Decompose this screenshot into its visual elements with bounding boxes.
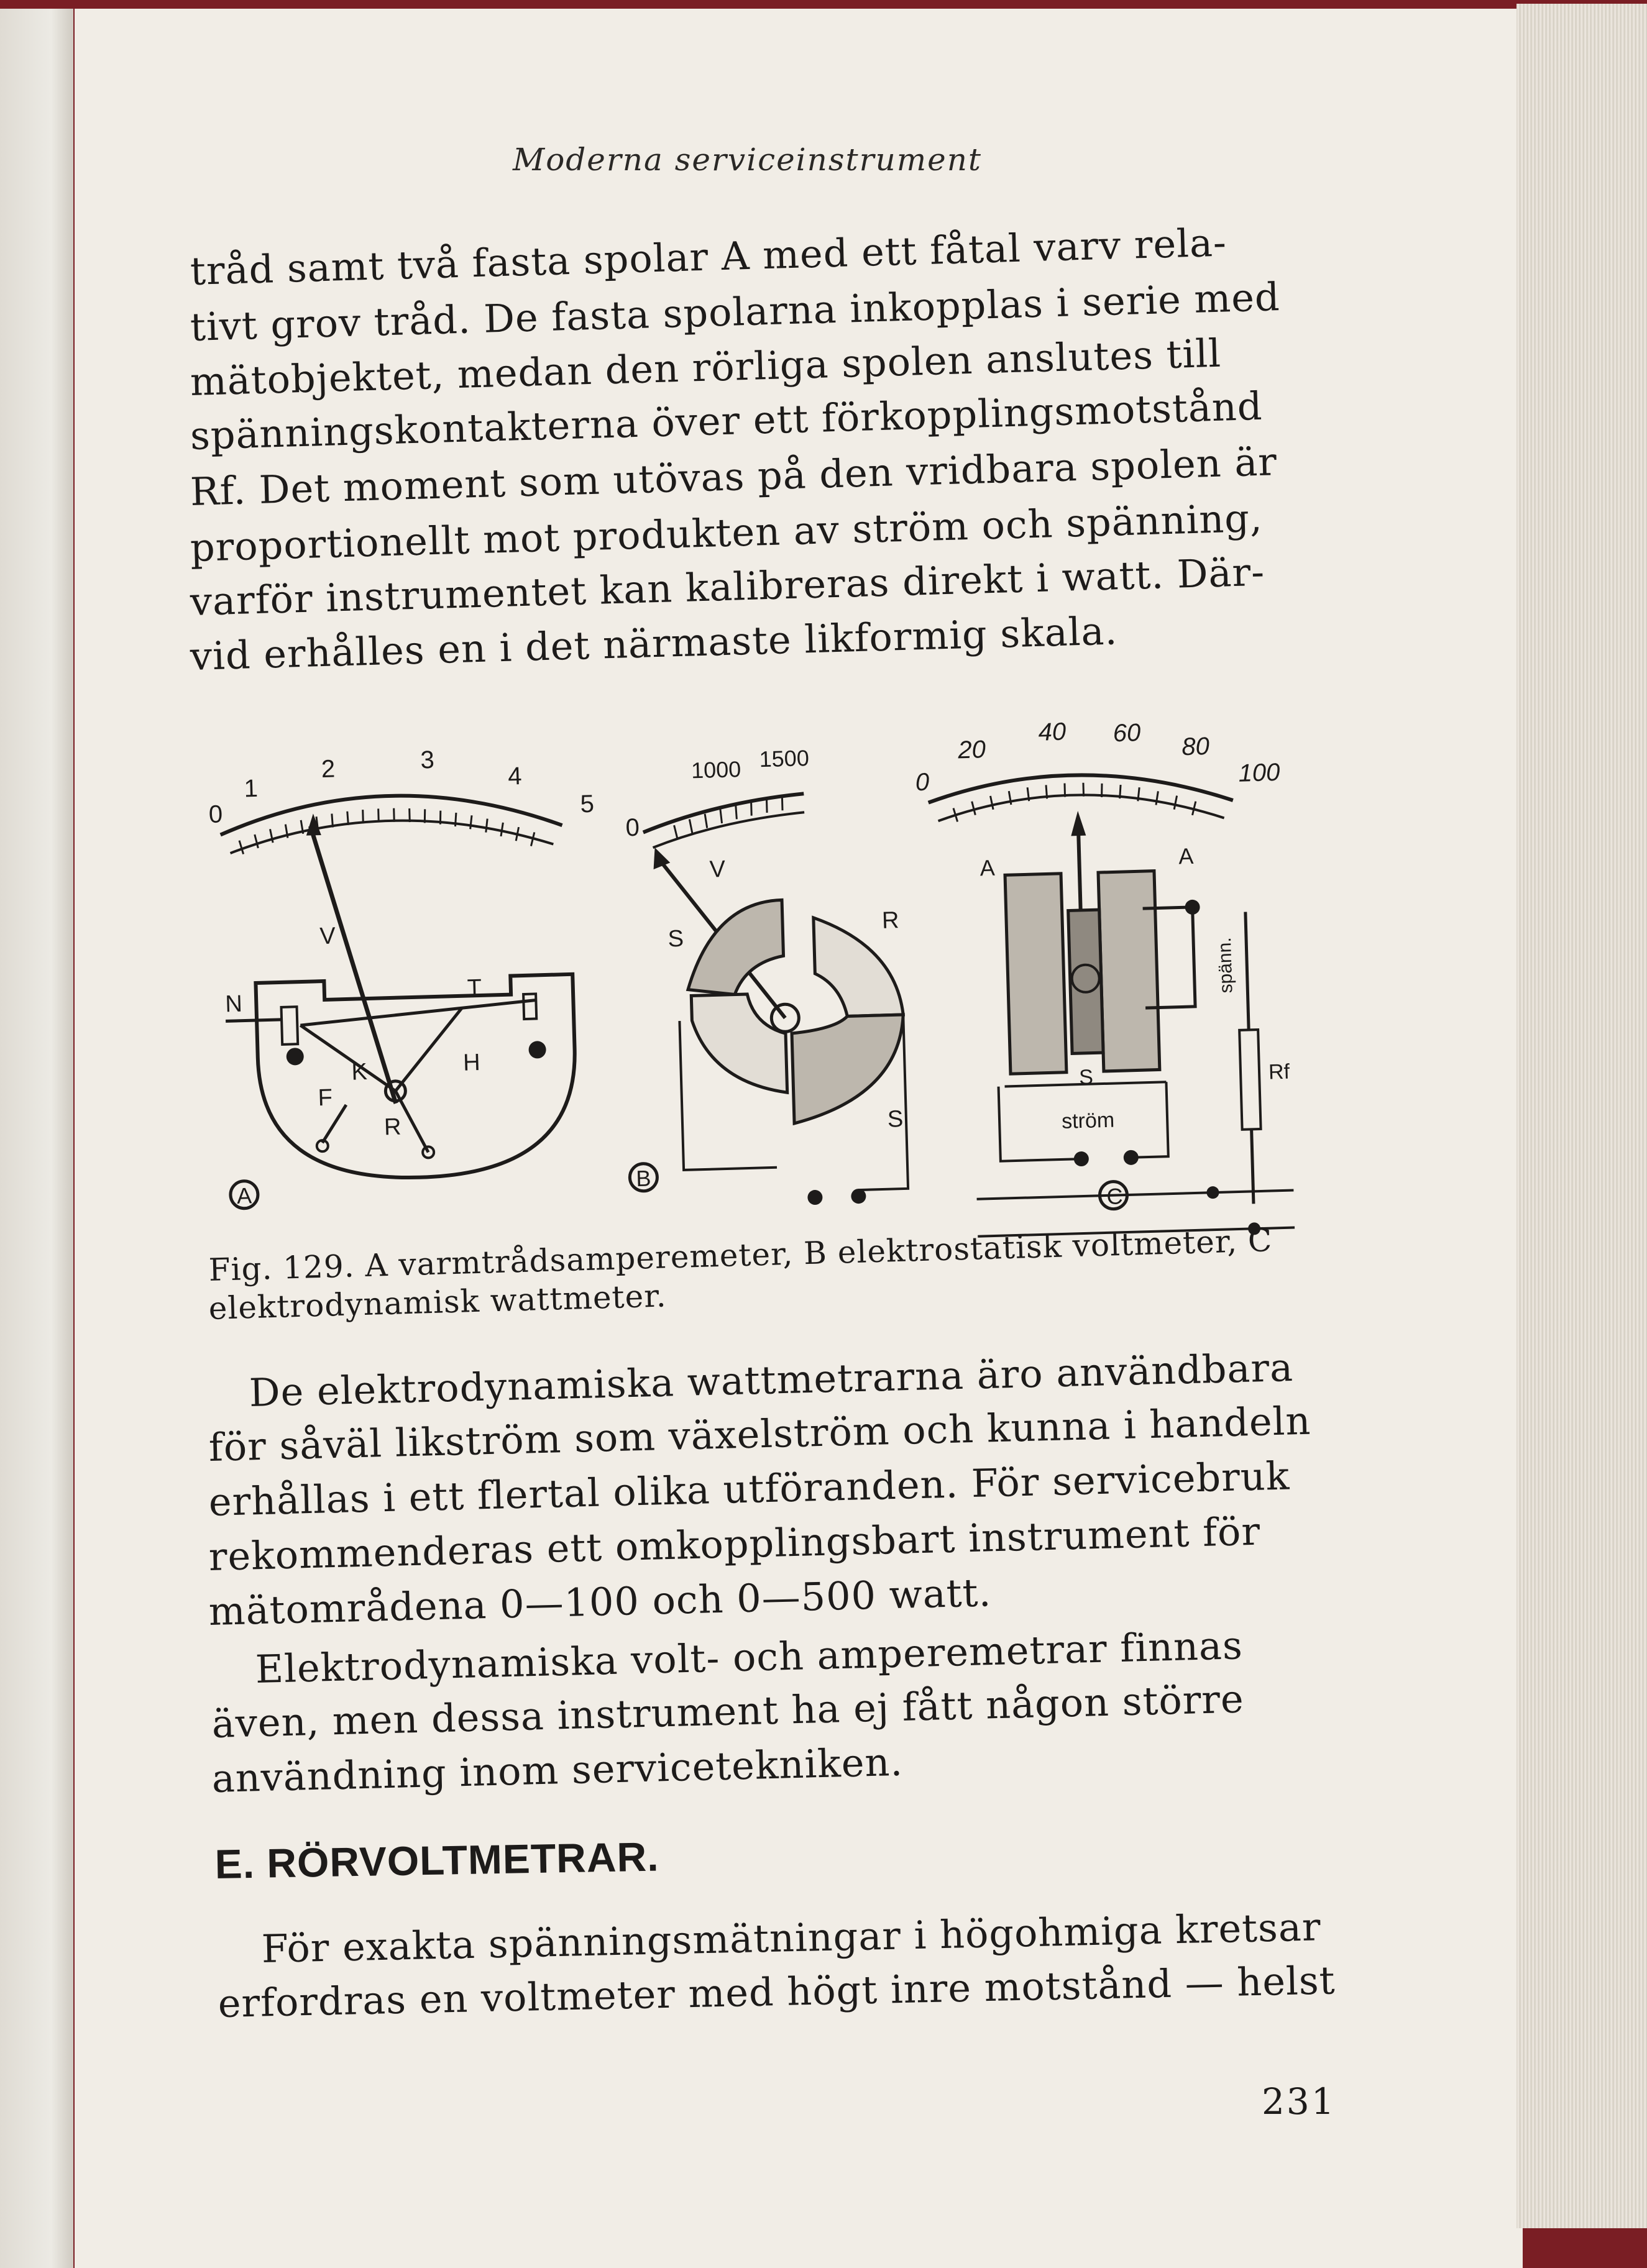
meter-c	[928, 769, 1295, 1243]
scale-label: 100	[1238, 758, 1280, 787]
diagram-label: spänn.	[1214, 936, 1237, 994]
figure-caption-line: elektrodynamisk wattmeter.	[208, 1278, 668, 1327]
scale-label: 5	[579, 790, 595, 818]
diagram-label: F	[318, 1084, 333, 1112]
text-line: rekommenderas ett omkopplingsbart instrument för	[208, 1508, 1261, 1580]
text-line: vid erhålles en i det närmaste likformig skala.	[190, 608, 1119, 679]
page-number: 231	[1262, 2080, 1336, 2123]
diagram-label: T	[467, 974, 482, 1002]
text-line: användning inom servicetekniken.	[211, 1739, 904, 1801]
diagram-label: Rf	[1268, 1059, 1290, 1084]
scale-label: 4	[507, 762, 523, 790]
text-line: erhållas i ett flertal olika utföranden. För servicebruk	[208, 1453, 1291, 1525]
diagram-label: R	[881, 907, 900, 934]
figure-circle-label: B	[635, 1165, 652, 1192]
scale-label: 20	[957, 736, 986, 764]
diagram-label: N	[224, 990, 243, 1018]
diagram-label: S	[668, 925, 684, 953]
figure-129	[186, 696, 1324, 1243]
text-line: Rf. Det moment som utövas på den vridbara spolen är	[190, 439, 1278, 514]
scale-label: 0	[915, 768, 930, 797]
page-edges	[1516, 4, 1647, 2228]
scale-label: 3	[420, 746, 435, 774]
scale-label: 0	[625, 813, 640, 842]
scale-label: 1500	[759, 745, 810, 772]
text-line: Elektrodynamiska volt- och amperemetrar finnas	[255, 1622, 1244, 1692]
scale-label: 80	[1181, 733, 1210, 761]
diagram-label: A	[1178, 843, 1194, 869]
diagram-label: K	[351, 1059, 368, 1086]
text-line: erfordras en voltmeter med högt inre motstånd — helst	[218, 1957, 1336, 2026]
text-line: För exakta spänningsmätningar i högohmiga kretsar	[261, 1904, 1322, 1972]
diagram-label: S	[887, 1106, 904, 1133]
scale-label: 2	[321, 755, 336, 783]
diagram-label: V	[319, 923, 336, 950]
diagram-label: A	[979, 854, 996, 881]
text-line: för såväl likström som växelström och kunna i handeln	[208, 1397, 1312, 1470]
meter-b	[619, 791, 908, 1210]
running-header: Moderna serviceinstrument	[513, 142, 983, 178]
scale-label: 40	[1038, 718, 1067, 746]
figure-circle-label: C	[1106, 1183, 1124, 1209]
scale-label: 1	[244, 774, 259, 803]
diagram-label: S	[1078, 1065, 1094, 1090]
diagram-label: H	[462, 1049, 481, 1076]
text-line: mätobjektet, medan den rörliga spolen anslutes till	[190, 330, 1222, 405]
diagram-label: ström	[1061, 1108, 1115, 1133]
text-line: varför instrumentet kan kalibreras direkt i watt. Där-	[190, 549, 1265, 624]
text-line: spänningskontakterna över ett förkopplingsmotstånd	[190, 383, 1264, 459]
scale-label: 0	[208, 800, 223, 829]
diagram-label: V	[709, 856, 726, 883]
diagram-label: R	[383, 1113, 402, 1141]
left-page-edge	[0, 9, 73, 2268]
scale-label: 60	[1113, 719, 1141, 748]
text-line: tivt grov tråd. De fasta spolarna inkopplas i serie med	[190, 274, 1281, 350]
figure-circle-label: A	[236, 1182, 252, 1209]
text-line: mätområdena 0—100 och 0—500 watt.	[208, 1570, 993, 1634]
section-heading: E. RÖRVOLTMETRAR.	[214, 1833, 660, 1887]
text-line: tråd samt två fasta spolar A med ett fåtal varv rela-	[190, 219, 1227, 294]
text-line: De elektrodynamiska wattmetrarna äro användbara	[249, 1344, 1294, 1415]
figure-caption-line: Fig. 129. A varmtrådsamperemeter, B elektrostatisk voltmeter, C	[208, 1222, 1273, 1288]
text-line: även, men dessa instrument ha ej fått någon större	[211, 1676, 1245, 1747]
meter-a	[219, 791, 579, 1209]
text-line: proportionellt mot produkten av ström och spänning,	[190, 495, 1264, 570]
scale-label: 1000	[690, 756, 741, 784]
